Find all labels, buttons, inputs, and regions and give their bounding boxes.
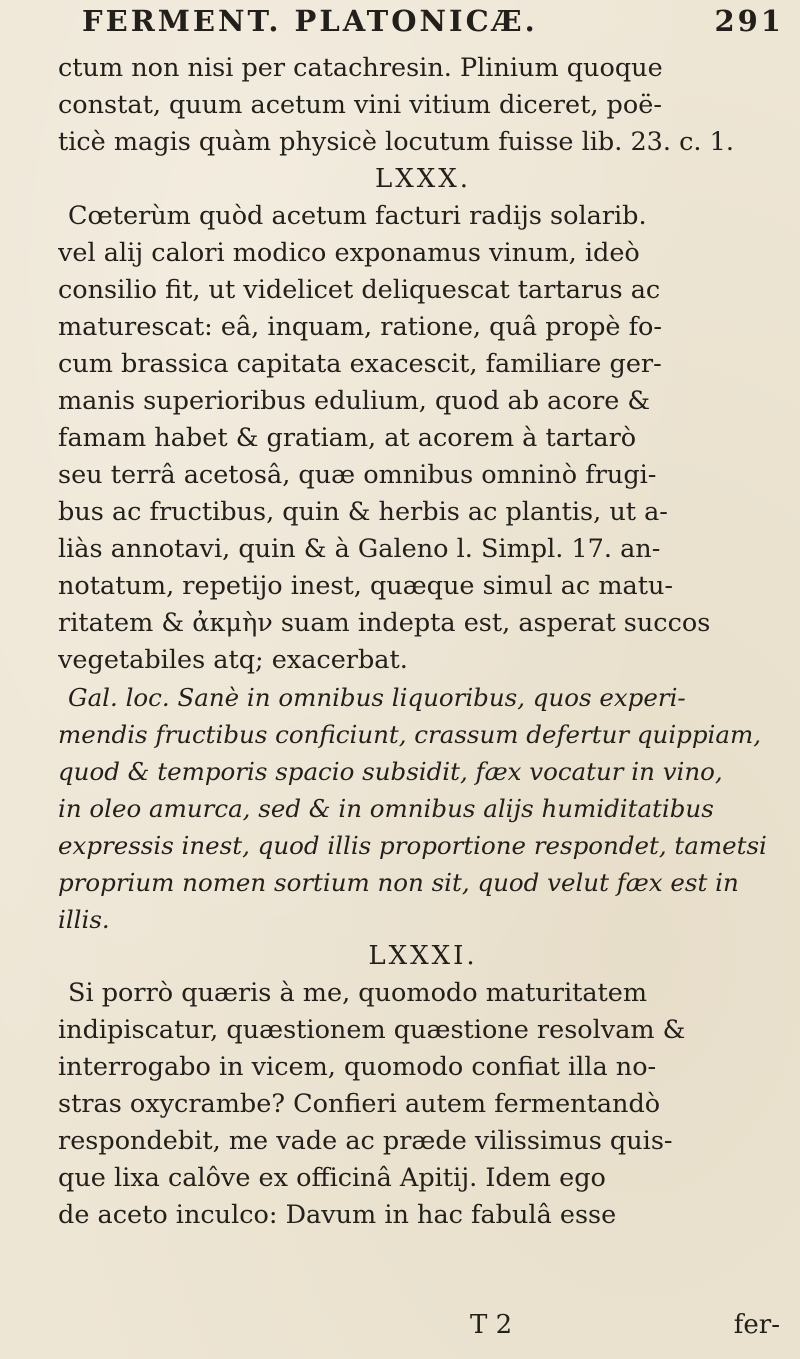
text-line: constat, quum acetum vini vitium diceret, poë- xyxy=(58,90,662,120)
catchword: fer- xyxy=(733,1310,780,1340)
citation-line: proprium nomen sortium non sit, quod velut fæx est in xyxy=(58,868,739,897)
signature-mark: T 2 xyxy=(470,1310,513,1340)
text-line: manis superioribus edulium, quod ab acore & xyxy=(58,386,651,416)
page-number: 291 xyxy=(714,4,784,38)
citation-line: in oleo amurca, sed & in omnibus alijs humiditatibus xyxy=(58,794,714,823)
text-line: seu terrâ acetosâ, quæ omnibus omninò frugi- xyxy=(58,460,657,490)
page-header xyxy=(82,4,784,50)
text-line: liàs annotavi, quin & à Galeno l. Simpl. 17. an- xyxy=(58,534,661,564)
text-line: ctum non nisi per catachresin. Plinium quoque xyxy=(58,53,663,83)
text-line: ticè magis quàm physicè locutum fuisse lib. 23. c. 1. xyxy=(58,127,734,157)
citation-line: expressis inest, quod illis proportione respondet, tametsi xyxy=(58,831,767,860)
text-line: bus ac fructibus, quin & herbis ac plantis, ut a- xyxy=(58,497,668,527)
page-footer xyxy=(470,1310,790,1350)
text-line: indipiscatur, quæstionem quæstione resolvam & xyxy=(58,1015,686,1045)
text-line: vel alij calori modico exponamus vinum, ideò xyxy=(58,238,640,268)
text-line: stras oxycrambe? Confieri autem fermentandò xyxy=(58,1089,661,1119)
citation-line: quod & temporis spacio subsidit, fæx vocatur in vino, xyxy=(58,757,723,786)
text-line: respondebit, me vade ac præde vilissimus quis- xyxy=(58,1126,673,1156)
citation-line: illis. xyxy=(58,905,110,934)
text-line: Cœterùm quòd acetum facturi radijs solarib. xyxy=(68,201,647,231)
main-text xyxy=(58,50,788,1234)
text-line: interrogabo in vicem, quomodo confiat illa no- xyxy=(58,1052,657,1082)
text-line: vegetabiles atq; exacerbat. xyxy=(58,645,408,675)
citation-line: mendis fructibus conficiunt, crassum defertur quippiam, xyxy=(58,720,761,749)
text-line: famam habet & gratiam, at acorem à tartarò xyxy=(58,423,637,453)
section-heading: LXXX. xyxy=(374,164,472,194)
text-line: que lixa calôve ex officinâ Apitij. Idem ego xyxy=(58,1163,606,1193)
text-line: ritatem & ἀκμὴν suam indepta est, asperat succos xyxy=(58,608,711,638)
text-line: cum brassica capitata exacescit, familiare ger- xyxy=(58,349,662,379)
text-line: consilio fit, ut videlicet deliquescat tartarus ac xyxy=(58,275,661,305)
text-line: notatum, repetijo inest, quæque simul ac matu- xyxy=(58,571,673,601)
text-line: Si porrò quæris à me, quomodo maturitatem xyxy=(68,978,648,1008)
citation-line: Gal. loc. Sanè in omnibus liquoribus, quos experi- xyxy=(68,683,686,712)
text-line: de aceto inculco: Davum in hac fabulâ esse xyxy=(58,1200,617,1230)
section-heading: LXXXI. xyxy=(368,941,478,971)
running-title: FERMENT. PLATONICÆ. xyxy=(82,4,538,38)
text-line: maturescat: eâ, inquam, ratione, quâ propè fo- xyxy=(58,312,662,342)
